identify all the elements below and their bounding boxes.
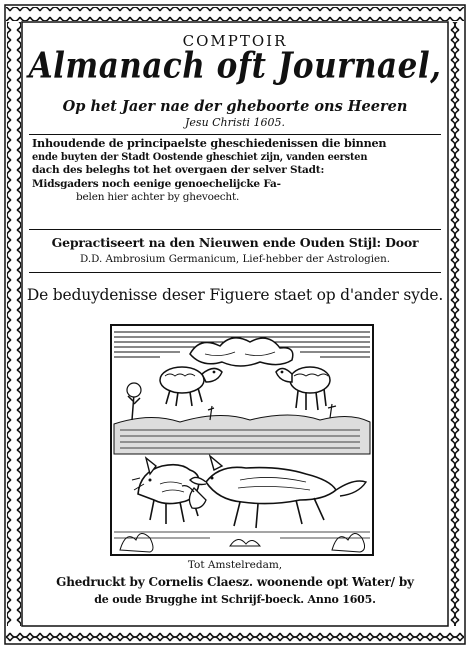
woodcut-illustration [110,324,374,556]
title-kicker: COMPTOIR [182,32,288,50]
author-line: D.D. Ambrosium Germanicum, Lief-hebber der Astrologien. [79,253,391,265]
contents-line-4: Midsgaders noch eenige genoechelijcke Fa- [32,177,281,190]
contents-line-1: Inhoudende de principaelste gheschiedenissen die binnen [32,137,387,150]
contents-line-3: dach des beleghs tot het overgaen der selver Stadt: [32,164,325,176]
imprint-line-1: Ghedruckt by Cornelis Claesz. woonende opt Water/ by [56,575,414,589]
content-frame [24,24,446,624]
page-title: Almanach oft Journael, [28,45,442,87]
rule-middle [29,229,441,230]
contents-line-2: ende buyten der Stadt Oostende gheschiet zijn, vanden eersten [32,151,368,163]
contents-paragraph [32,137,438,205]
imprint-line-2: de oude Brugghe int Schrijf-boeck. Anno 1605. [94,593,376,606]
rule-bottom [29,272,441,273]
subtitle-line-1: Op het Jaer nae der gheboorte ons Heeren [62,98,408,115]
imprint-city: Tot Amstelredam, [187,559,283,571]
rule-top [29,134,441,135]
calculation-line: Gepractiseert na den Nieuwen ende Ouden Stijl: Door [51,235,419,250]
subtitle-line-2: Jesu Christi 1605. [185,116,285,129]
contents-line-5: belen hier achter by ghevoecht. [76,191,240,203]
figure-note: De beduydenisse deser Figuere staet op d'ander syde. [26,286,444,304]
